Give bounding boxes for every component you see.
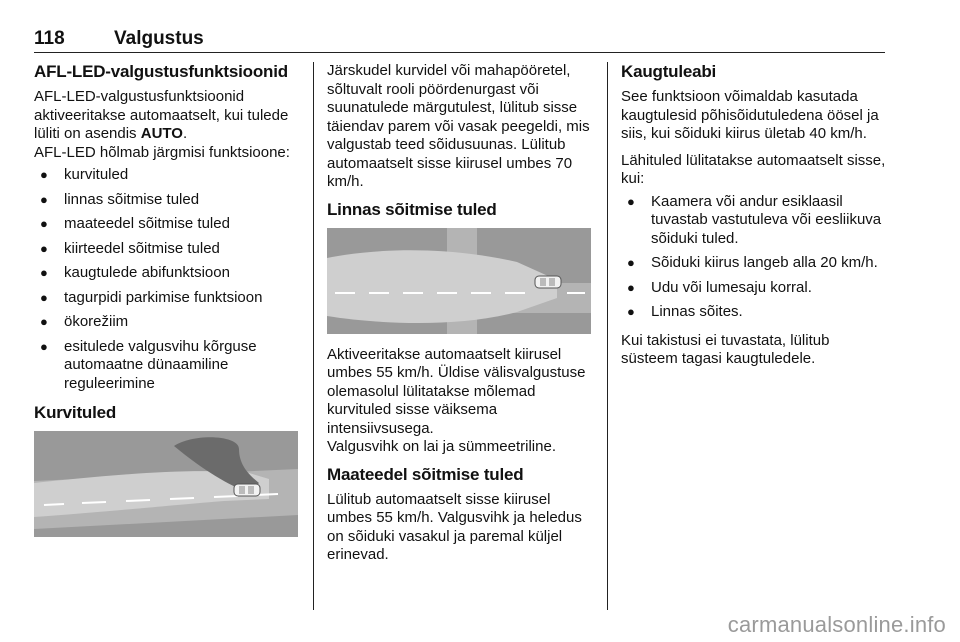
page-number: 118 — [34, 28, 65, 49]
list-item: ● esitulede valgusvihu kõrguse automaatne dünaamiline reguleerimine — [34, 338, 300, 394]
column-divider-left — [313, 62, 314, 610]
afl-intro — [34, 88, 300, 144]
list-item: ● kurvituled — [34, 166, 300, 185]
high-beam-description: See funktsioon võimaldab kasutada kaugtulesid põhisõidutuledena öösel ja siis, kui sõiduki kiirus ületab 40 km/h. — [621, 88, 879, 142]
section-title: Valgustus — [114, 28, 204, 49]
city-beam-note: Valgusvihk on lai ja sümmeetriline. — [327, 438, 556, 455]
afl-heading: AFL-LED-valgustusfunktsioonid — [34, 62, 288, 81]
list-item: ● linnas sõitmise tuled — [34, 191, 300, 210]
page-header — [34, 26, 885, 53]
afl-intro-end: . — [182, 125, 188, 142]
low-beam-conditions-list — [621, 193, 887, 322]
low-beam-conditions-intro: Lähituled lülitatakse automaatselt sisse, kui: — [621, 151, 886, 187]
list-item: ● maateedel sõitmise tuled — [34, 215, 300, 234]
cornering-description: Järskudel kurvidel või mahapööretel, sõltuvalt rooli pöördenurgast või suunatulede märgutulest, lülitub sisse täiendav parem või vasak peegeldi, mis valgustab teed sõidusuunas. Lülitub automaatselt sisse kiirusel umbes 70 km/h. — [327, 62, 590, 190]
watermark: carmanualsonline.info — [727, 612, 946, 637]
country-description: Lülitub automaatselt sisse kiirusel umbes 55 km/h. Valgusvihk ja heledus on sõiduki vasakul ja paremal küljel erinevad. — [327, 490, 582, 563]
list-item: ● Sõiduki kiirus langeb alla 20 km/h. — [621, 254, 887, 273]
cornering-lights-heading: Kurvituled — [34, 403, 117, 422]
auto-label: AUTO — [140, 125, 183, 142]
list-item: ● ökorežiim — [34, 313, 300, 332]
column-2 — [327, 62, 593, 573]
city-lights-heading: Linnas sõitmise tuled — [327, 199, 497, 219]
column-1 — [34, 62, 300, 549]
list-item: ● kiirteedel sõitmise tuled — [34, 240, 300, 259]
afl-function-list — [34, 166, 300, 393]
city-lights-figure — [327, 228, 591, 334]
afl-intro-text: AFL-LED-valgustusfunktsioonid aktiveeritakse automaatselt, kui tulede lüliti on asendis — [34, 88, 289, 142]
high-beam-resume-note: Kui takistusi ei tuvastata, lülitub süsteem tagasi kaugtuledele. — [621, 331, 830, 367]
car-icon — [234, 484, 260, 496]
afl-functions-intro: AFL-LED hõlmab järgmisi funktsioone: — [34, 143, 290, 161]
list-item: ● Linnas sõites. — [621, 303, 887, 322]
column-3 — [621, 62, 887, 377]
list-item: ● Udu või lumesaju korral. — [621, 279, 887, 298]
country-lights-heading: Maateedel sõitmise tuled — [327, 464, 524, 484]
car-icon — [535, 276, 561, 288]
list-item: ● Kaamera või andur esiklaasil tuvastab vastutuleva või eesliikuva sõiduki tuled. — [621, 193, 887, 249]
high-beam-assist-heading: Kaugtuleabi — [621, 62, 717, 81]
cornering-lights-figure — [34, 431, 298, 537]
city-description: Aktiveeritakse automaatselt kiirusel umbes 55 km/h. Üldise välisvalgustuse olemasolul lülitatakse mõlemad kurvituled sisse väiksema intensiivsusega. — [327, 345, 586, 437]
list-item: ● tagurpidi parkimise funktsioon — [34, 289, 300, 308]
column-divider-right — [607, 62, 608, 610]
list-item: ● kaugtulede abifunktsioon — [34, 264, 300, 283]
